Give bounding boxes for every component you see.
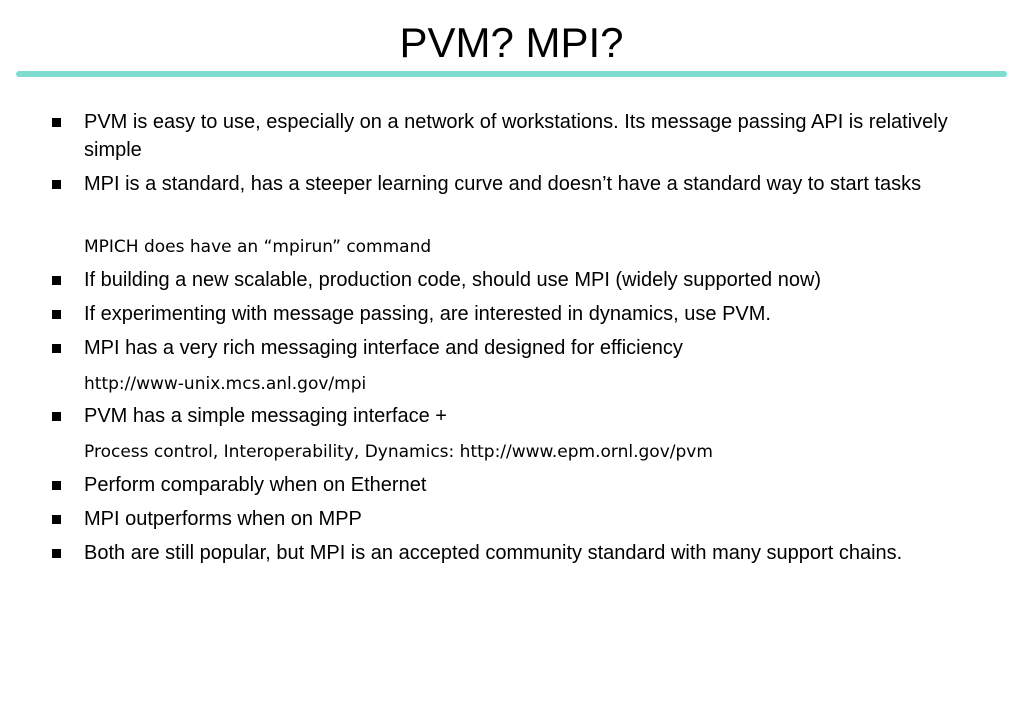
square-bullet-icon bbox=[52, 515, 61, 524]
bullet-text: If experimenting with message passing, are interested in dynamics, use PVM. bbox=[84, 303, 771, 325]
sub-note: Process control, Interoperability, Dynamics: http://www.epm.ornl.gov/pvm bbox=[84, 442, 713, 462]
slide-title: PVM? MPI? bbox=[399, 19, 624, 66]
square-bullet-icon bbox=[52, 412, 61, 421]
square-bullet-icon bbox=[52, 118, 61, 127]
square-bullet-icon bbox=[52, 310, 61, 319]
bullet-text: PVM has a simple messaging interface + bbox=[84, 405, 447, 427]
sub-link[interactable]: http://www-unix.mcs.anl.gov/mpi bbox=[84, 374, 367, 394]
bullet-text: PVM is easy to use, especially on a network of workstations. Its message passing API is relatively simple bbox=[84, 111, 948, 161]
square-bullet-icon bbox=[52, 481, 61, 490]
square-bullet-icon bbox=[52, 276, 61, 285]
bullet-text: If building a new scalable, production code, should use MPI (widely supported now) bbox=[84, 269, 822, 291]
square-bullet-icon bbox=[52, 344, 61, 353]
square-bullet-icon bbox=[52, 180, 61, 189]
bullet-text: MPI outperforms when on MPP bbox=[84, 508, 362, 530]
bullet-text: Both are still popular, but MPI is an accepted community standard with many support chains. bbox=[84, 542, 903, 564]
bullet-text: Perform comparably when on Ethernet bbox=[84, 474, 427, 496]
bullet-text: MPI is a standard, has a steeper learning curve and doesn’t have a standard way to start tasks bbox=[84, 173, 922, 195]
sub-note: MPICH does have an “mpirun” command bbox=[84, 237, 432, 257]
square-bullet-icon bbox=[52, 549, 61, 558]
bullet-text: MPI has a very rich messaging interface and designed for efficiency bbox=[84, 337, 683, 359]
